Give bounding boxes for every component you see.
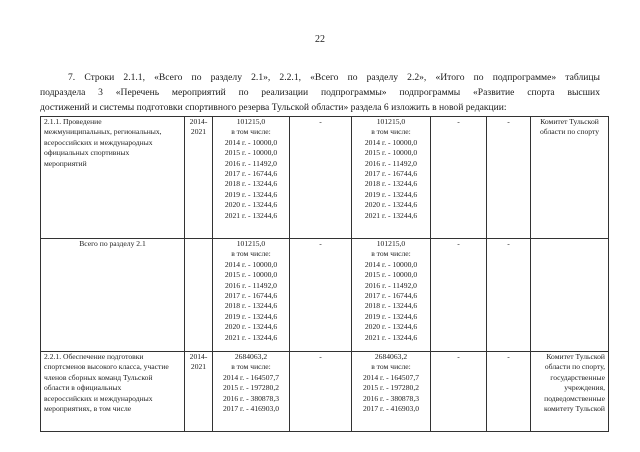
years-cell xyxy=(185,352,213,432)
executor-cell-line: Комитет Тульской xyxy=(540,117,599,126)
intro-line: подраздела 3 «Перечень мероприятий по реализации подпрограммы» подпрограммы «Развитие спорта высших xyxy=(40,87,600,98)
regional-budget-cell-line: 2021 г. - 13244,6 xyxy=(364,332,418,342)
regional-budget-cell-line: 2014 г. - 10000,0 xyxy=(364,137,418,147)
measure-name-cell-line: официальных спортивных xyxy=(44,148,130,158)
regional-budget-cell-line: в том числе: xyxy=(371,362,411,372)
total-funding-cell-line: 101215,0 xyxy=(236,239,266,248)
measure-name-cell xyxy=(41,239,185,352)
extrabudget-cell-value: - xyxy=(507,117,510,126)
total-funding-cell-line: 2018 г. - 13244,6 xyxy=(224,301,278,311)
measure-name-cell-line: области в официальных xyxy=(44,383,122,393)
measure-name-cell-line: мероприятиях, в том числе xyxy=(44,404,132,414)
regional-budget-cell-line: 2018 г. - 13244,6 xyxy=(364,179,418,189)
executor-cell xyxy=(531,117,609,239)
municipal-budget-cell xyxy=(431,117,487,239)
total-funding-cell xyxy=(213,239,290,352)
total-funding-cell-line: 2019 г. - 13244,6 xyxy=(224,189,278,199)
federal-budget-cell-value: - xyxy=(319,239,322,248)
regional-budget-cell-line: 2021 г. - 13244,6 xyxy=(364,210,418,220)
municipal-budget-cell-value: - xyxy=(457,117,460,126)
municipal-budget-cell-value: - xyxy=(457,352,460,361)
municipal-budget-cell xyxy=(431,239,487,352)
executor-cell xyxy=(531,352,609,432)
regional-budget-cell xyxy=(352,239,431,352)
total-funding-cell-line: 2021 г. - 13244,6 xyxy=(224,332,278,342)
measure-name-cell-line: межмуниципальных, региональных, xyxy=(44,127,162,137)
regional-budget-cell-line: 2020 г. - 13244,6 xyxy=(364,200,418,210)
total-funding-cell-line: 2014 г. - 10000,0 xyxy=(224,137,278,147)
extrabudget-cell-value: - xyxy=(507,352,510,361)
measure-name-cell-line: 2.1.1. Проведение xyxy=(44,117,102,126)
total-funding-cell-line: 101215,0 xyxy=(236,117,266,126)
total-funding-cell-line: 2020 г. - 13244,6 xyxy=(224,200,278,210)
years-cell-line: 2021 xyxy=(190,127,207,137)
total-funding-cell-line: в том числе: xyxy=(231,249,271,259)
measure-name-cell-line: 2.2.1. Обеспечение подготовки xyxy=(44,352,144,361)
years-cell-line: 2014- xyxy=(189,117,208,126)
total-funding-cell-line: 2016 г. - 380878,3 xyxy=(222,393,280,403)
measure-name-cell xyxy=(41,352,185,432)
regional-budget-cell-line: 2015 г. - 10000,0 xyxy=(364,270,418,280)
municipal-budget-cell-value: - xyxy=(457,239,460,248)
intro-line: 7. Строки 2.1.1, «Всего по разделу 2.1», 2.2.1, «Всего по разделу 2.2», «Итого по подпрограмме» таблицы xyxy=(68,72,600,83)
regional-budget-cell-line: 2015 г. - 10000,0 xyxy=(364,148,418,158)
years-cell xyxy=(185,239,213,352)
total-funding-cell-line: 2014 г. - 10000,0 xyxy=(224,259,278,269)
total-funding-cell-line: 2016 г. - 11492,0 xyxy=(225,280,277,290)
total-funding-cell-line: 2015 г. - 10000,0 xyxy=(224,148,278,158)
federal-budget-cell-value: - xyxy=(319,117,322,126)
table-row xyxy=(41,117,609,239)
intro-paragraph xyxy=(40,70,600,115)
federal-budget-cell xyxy=(290,352,352,432)
years-cell xyxy=(185,117,213,239)
regional-budget-cell-line: 2016 г. - 11492,0 xyxy=(365,158,417,168)
regional-budget-cell-line: 2018 г. - 13244,6 xyxy=(364,301,418,311)
extrabudget-cell xyxy=(487,352,531,432)
regional-budget-cell-line: в том числе: xyxy=(371,249,411,259)
measure-name-cell-line: всероссийских и международных xyxy=(44,393,153,403)
regional-budget-cell-line: 2015 г. - 197280,2 xyxy=(362,383,420,393)
regional-budget-cell-line: 2014 г. - 164507,7 xyxy=(362,372,420,382)
executor-cell-line: государственные xyxy=(550,372,605,382)
total-funding-cell-line: в том числе: xyxy=(231,362,271,372)
federal-budget-cell-value: - xyxy=(319,352,322,361)
regional-budget-cell-line: 2017 г. - 16744,6 xyxy=(364,169,418,179)
measure-name-cell-line: мероприятий xyxy=(44,158,87,168)
table-body xyxy=(41,117,609,432)
total-funding-cell xyxy=(213,117,290,239)
total-funding-cell-line: 2018 г. - 13244,6 xyxy=(224,179,278,189)
extrabudget-cell xyxy=(487,239,531,352)
regional-budget-cell xyxy=(352,117,431,239)
years-cell-line: 2021 xyxy=(190,362,207,372)
total-funding-cell-line: 2017 г. - 16744,6 xyxy=(224,169,278,179)
regional-budget-cell-line: в том числе: xyxy=(371,127,411,137)
total-funding-cell-line: 2016 г. - 11492,0 xyxy=(225,158,277,168)
executor-cell-line: области по спорту xyxy=(540,127,599,137)
total-funding-cell xyxy=(213,352,290,432)
regional-budget-cell-line: 101215,0 xyxy=(376,239,406,248)
regional-budget-cell xyxy=(352,352,431,432)
total-funding-cell-line: 2015 г. - 197280,2 xyxy=(222,383,280,393)
measure-name-cell-line: всероссийских и международных xyxy=(44,137,153,147)
executor-cell-line: комитету Тульской xyxy=(544,404,605,414)
intro-line: достижений и системы подготовки спортивного резерва Тульской области» раздела 6 изложить в новой редакции: xyxy=(40,102,507,113)
regional-budget-cell-line: 2684063,2 xyxy=(374,352,408,361)
measure-name-cell-line: членов сборных команд Тульской xyxy=(44,372,153,382)
municipal-budget-cell xyxy=(431,352,487,432)
years-cell-line: 2014- xyxy=(189,352,208,361)
regional-budget-cell-line: 2014 г. - 10000,0 xyxy=(364,259,418,269)
page-number: 22 xyxy=(315,34,325,45)
measure-name-cell-line: спортсменов высокого класса, участие xyxy=(44,362,169,372)
total-funding-cell-line: 2019 г. - 13244,6 xyxy=(224,311,278,321)
executor-cell-line: Комитет Тульской xyxy=(546,352,605,361)
regional-budget-cell-line: 2016 г. - 11492,0 xyxy=(365,280,417,290)
total-funding-cell-line: 2015 г. - 10000,0 xyxy=(224,270,278,280)
total-funding-cell-line: 2684063,2 xyxy=(234,352,268,361)
table-row xyxy=(41,239,609,352)
measures-table xyxy=(40,116,609,432)
regional-budget-cell-line: 2016 г. - 380878,3 xyxy=(362,393,420,403)
executor-cell xyxy=(531,239,609,352)
total-funding-cell-line: 2017 г. - 416903,0 xyxy=(222,404,280,414)
table-row xyxy=(41,352,609,432)
executor-cell-line: области по спорту, xyxy=(544,362,605,372)
extrabudget-cell xyxy=(487,117,531,239)
federal-budget-cell xyxy=(290,239,352,352)
regional-budget-cell-line: 2019 г. - 13244,6 xyxy=(364,189,418,199)
regional-budget-cell-line: 2017 г. - 416903,0 xyxy=(362,404,420,414)
executor-cell-line: подведомственные xyxy=(544,393,605,403)
total-funding-cell-line: 2020 г. - 13244,6 xyxy=(224,322,278,332)
measure-name-cell-line: Всего по разделу 2.1 xyxy=(79,239,146,248)
regional-budget-cell-line: 101215,0 xyxy=(376,117,406,126)
measure-name-cell xyxy=(41,117,185,239)
total-funding-cell-line: 2014 г. - 164507,7 xyxy=(222,372,280,382)
federal-budget-cell xyxy=(290,117,352,239)
total-funding-cell-line: 2017 г. - 16744,6 xyxy=(224,291,278,301)
executor-cell-line: учреждения, xyxy=(564,383,605,393)
regional-budget-cell-line: 2020 г. - 13244,6 xyxy=(364,322,418,332)
extrabudget-cell-value: - xyxy=(507,239,510,248)
regional-budget-cell-line: 2019 г. - 13244,6 xyxy=(364,311,418,321)
total-funding-cell-line: 2021 г. - 13244,6 xyxy=(224,210,278,220)
total-funding-cell-line: в том числе: xyxy=(231,127,271,137)
regional-budget-cell-line: 2017 г. - 16744,6 xyxy=(364,291,418,301)
